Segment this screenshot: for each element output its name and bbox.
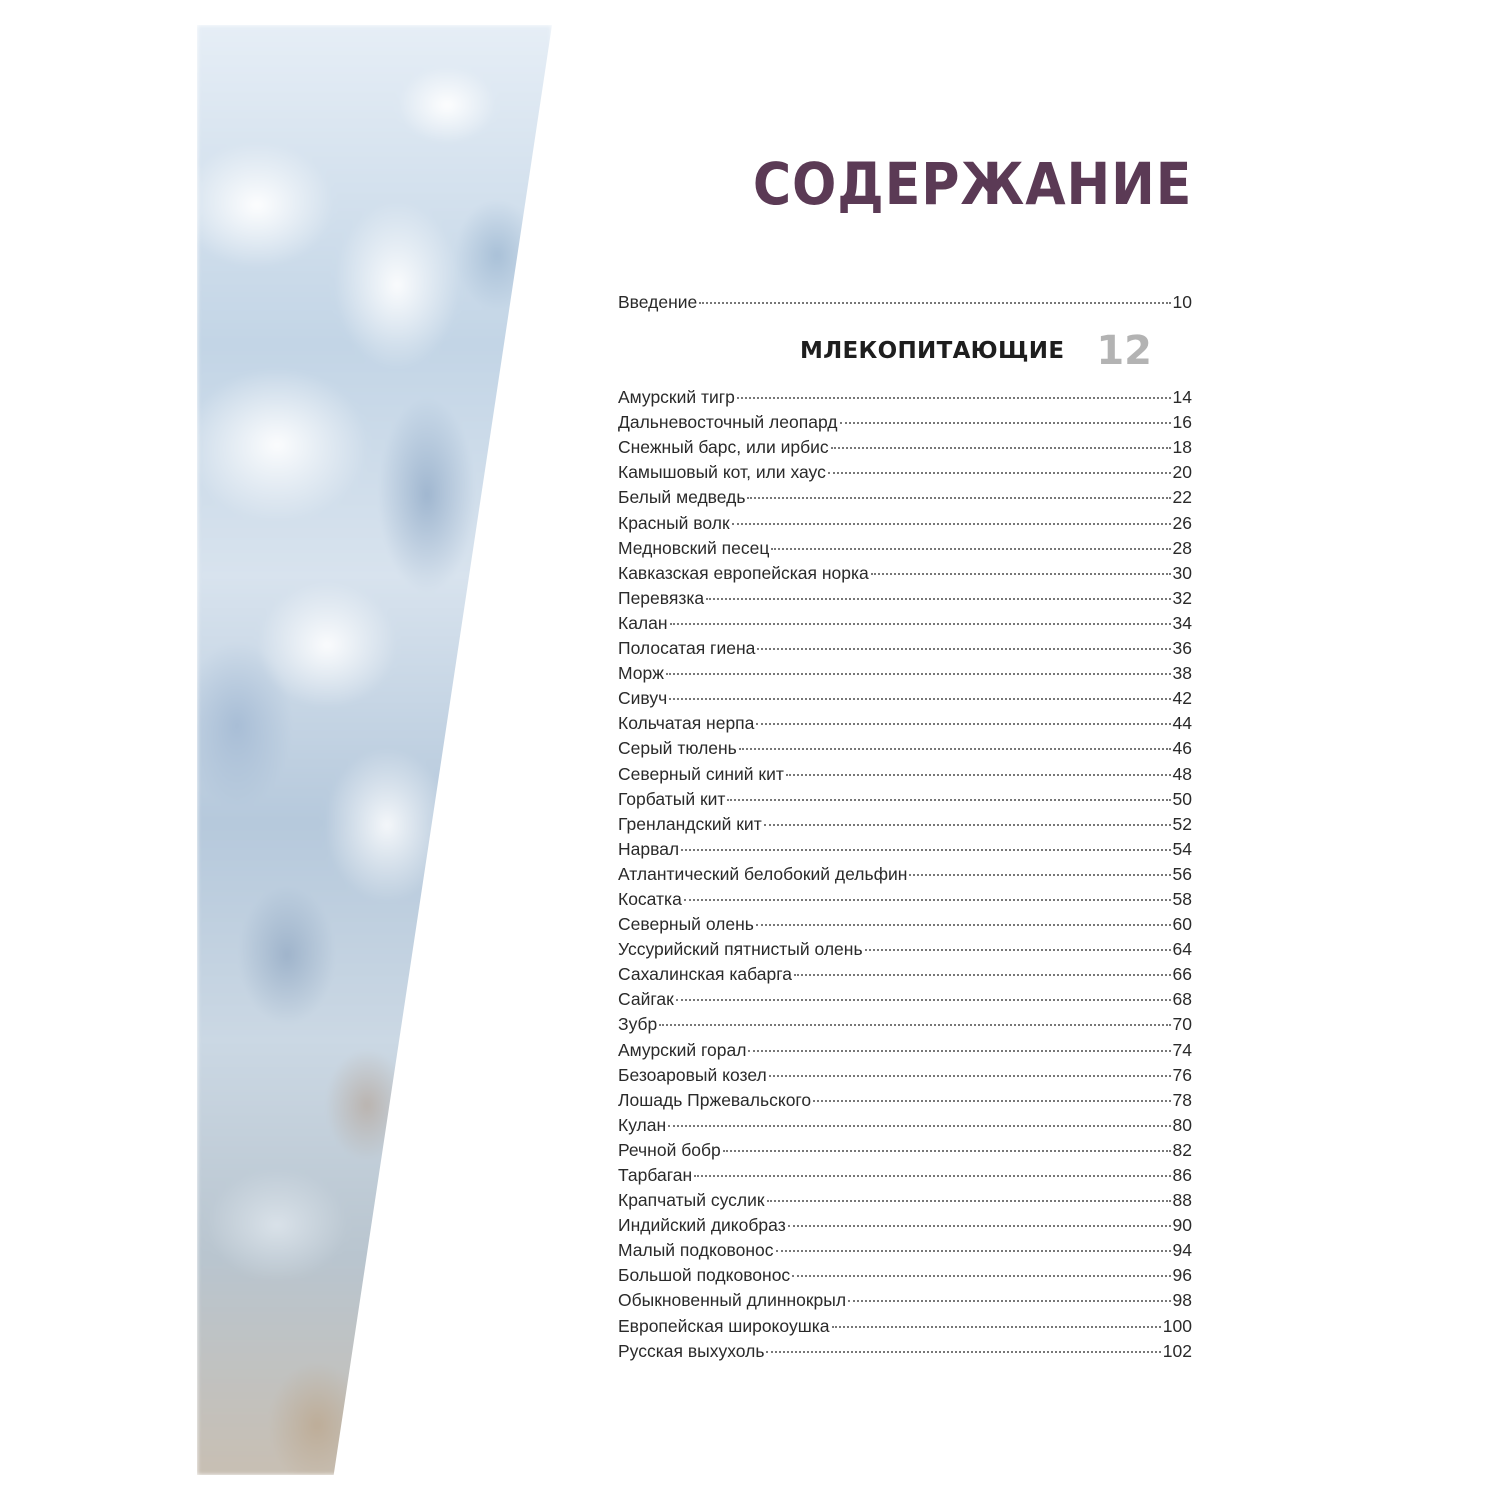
toc-entry-page: 38 — [1172, 663, 1192, 684]
toc-entry-page: 94 — [1172, 1240, 1192, 1261]
toc-entry-page: 26 — [1172, 512, 1192, 533]
toc-entry-label: Крапчатый суслик — [618, 1190, 765, 1211]
dot-leader — [659, 1024, 1170, 1026]
toc-entry-page: 90 — [1172, 1215, 1192, 1236]
dot-leader — [694, 1175, 1170, 1177]
toc-entry-label: Северный олень — [618, 914, 754, 935]
dot-leader — [767, 1200, 1171, 1202]
section-page-number: 12 — [1096, 328, 1152, 375]
toc-entry-page: 48 — [1172, 763, 1192, 784]
toc-entry[interactable] — [618, 1188, 1192, 1213]
toc-entry[interactable] — [618, 987, 1192, 1012]
toc-entry-label: Горбатый кит — [618, 788, 726, 809]
toc-entry-page: 16 — [1172, 412, 1192, 433]
toc-entry[interactable] — [618, 485, 1192, 510]
section-label: МЛЕКОПИТАЮЩИЕ — [799, 338, 1065, 365]
toc-entry[interactable] — [618, 711, 1192, 736]
toc-entry-page: 44 — [1172, 713, 1192, 734]
toc-entry[interactable] — [618, 435, 1192, 460]
dot-leader — [764, 824, 1171, 826]
toc-entry-page: 78 — [1172, 1089, 1192, 1110]
toc-entry[interactable] — [618, 1314, 1192, 1339]
toc-entry-page: 54 — [1172, 838, 1192, 859]
toc-entry-page: 10 — [1172, 292, 1192, 312]
toc-entry-label: Малый подковонос — [618, 1240, 774, 1261]
toc-entry[interactable] — [618, 410, 1192, 435]
toc-entry[interactable] — [618, 1213, 1192, 1238]
toc-entry[interactable] — [618, 611, 1192, 636]
toc-entry-page: 56 — [1172, 863, 1192, 884]
dot-leader — [670, 623, 1171, 625]
toc-entry-label: Снежный барс, или ирбис — [618, 437, 829, 458]
toc-entry-label: Индийский дикобраз — [618, 1215, 786, 1236]
toc-entry[interactable] — [618, 762, 1192, 787]
toc-entry[interactable] — [618, 1263, 1192, 1288]
toc-entry-label: Медновский песец — [618, 537, 770, 558]
toc-entry-page: 86 — [1172, 1165, 1192, 1185]
toc-entry-label: Серый тюлень — [618, 738, 737, 759]
toc-entry-label: Северный синий кит — [618, 763, 784, 784]
toc-entry-label: Обыкновенный длиннокрыл — [618, 1290, 847, 1311]
toc-entry-page: 22 — [1172, 487, 1192, 508]
toc-entry-label: Русская выхухоль — [618, 1340, 765, 1361]
toc-entry-page: 14 — [1172, 387, 1192, 408]
toc-entry-label: Перевязка — [618, 587, 705, 608]
dot-leader — [669, 698, 1170, 700]
dot-leader — [747, 497, 1170, 499]
toc-entry[interactable] — [618, 912, 1192, 937]
toc-entry[interactable] — [618, 1163, 1192, 1188]
toc-entry-page: 98 — [1172, 1290, 1192, 1311]
dot-leader — [676, 999, 1171, 1001]
toc-entry-page: 68 — [1172, 989, 1192, 1010]
toc-entry-label: Морж — [618, 663, 664, 684]
toc-entry[interactable] — [618, 561, 1192, 586]
toc-entry[interactable] — [618, 887, 1192, 912]
dot-leader — [748, 1050, 1170, 1052]
dot-leader — [792, 1275, 1170, 1277]
toc-entry-page: 88 — [1172, 1190, 1192, 1211]
dot-leader — [788, 1225, 1171, 1227]
toc-entry-page: 76 — [1172, 1064, 1192, 1085]
toc-entry-label: Дальневосточный леопард — [618, 412, 838, 433]
toc-entry[interactable] — [618, 862, 1192, 887]
dot-leader — [909, 874, 1170, 876]
dot-leader — [756, 723, 1170, 725]
toc-entry-label: Сайгак — [618, 989, 674, 1010]
toc-entry[interactable] — [618, 1339, 1192, 1364]
toc-entry-label: Красный волк — [618, 512, 730, 533]
toc-entry[interactable] — [618, 586, 1192, 611]
dot-leader — [840, 422, 1171, 424]
toc-entry-page: 82 — [1172, 1139, 1192, 1160]
dot-leader — [766, 1351, 1160, 1353]
section-heading[interactable] — [618, 327, 1152, 375]
toc-entry-page: 20 — [1172, 462, 1192, 483]
toc-entry-label: Уссурийский пятнистый олень — [618, 939, 863, 960]
toc-entry[interactable] — [618, 962, 1192, 987]
dot-leader — [668, 1125, 1170, 1127]
toc-entry-page: 80 — [1172, 1114, 1192, 1135]
toc-entry-page: 100 — [1162, 1315, 1192, 1336]
toc-entry-page: 30 — [1172, 562, 1192, 583]
dot-leader — [769, 1075, 1171, 1077]
toc-entry-page: 102 — [1162, 1340, 1192, 1361]
toc-entry-label: Большой подковонос — [618, 1265, 791, 1286]
toc-entry[interactable] — [618, 937, 1192, 962]
toc-entry-label: Сивуч — [618, 688, 668, 709]
toc-entry-label: Тарбаган — [618, 1165, 693, 1185]
dot-leader — [757, 648, 1170, 650]
toc-entry[interactable] — [618, 787, 1192, 812]
toc-entry-label: Кулан — [618, 1114, 667, 1135]
toc-entry-page: 52 — [1172, 813, 1192, 834]
toc-entry[interactable] — [618, 1288, 1192, 1313]
toc-entry[interactable] — [618, 460, 1192, 485]
toc-entry-page: 34 — [1172, 612, 1192, 633]
toc-entry-page: 36 — [1172, 638, 1192, 659]
dot-leader — [699, 302, 1170, 304]
toc-entry[interactable] — [618, 686, 1192, 711]
toc-entry-page: 28 — [1172, 537, 1192, 558]
dot-leader — [776, 1250, 1171, 1252]
decorative-photo-panel — [197, 25, 552, 1475]
toc-entry[interactable] — [618, 385, 1192, 410]
toc-entry[interactable] — [618, 812, 1192, 837]
dot-leader — [871, 573, 1171, 575]
toc-entry-label: Белый медведь — [618, 487, 746, 508]
dot-leader — [739, 748, 1171, 750]
toc-entry[interactable] — [618, 1088, 1192, 1113]
toc-entry-page: 70 — [1172, 1014, 1192, 1035]
toc-entry[interactable] — [618, 661, 1192, 686]
toc-entry-label: Безоаровый козел — [618, 1064, 767, 1085]
toc-entry-page: 64 — [1172, 939, 1192, 960]
toc-entry[interactable] — [618, 1012, 1192, 1037]
toc-entry-label: Амурский горал — [618, 1039, 747, 1060]
dot-leader — [794, 974, 1171, 976]
toc-entry[interactable] — [618, 511, 1192, 536]
dot-leader — [727, 799, 1170, 801]
dot-leader — [706, 598, 1170, 600]
dot-leader — [737, 397, 1171, 399]
toc-entry-label: Камышовый кот, или хаус — [618, 462, 826, 483]
toc-entry-intro[interactable] — [618, 290, 1192, 315]
toc-entry[interactable] — [618, 1238, 1192, 1263]
dot-leader — [848, 1300, 1170, 1302]
toc-entry-page: 32 — [1172, 587, 1192, 608]
dot-leader — [813, 1100, 1170, 1102]
toc-entry-page: 60 — [1172, 914, 1192, 935]
toc-entry-label: Амурский тигр — [618, 387, 735, 408]
toc-entry-label: Кольчатая нерпа — [618, 713, 755, 734]
dot-leader — [865, 949, 1171, 951]
dot-leader — [732, 523, 1171, 525]
dot-leader — [786, 774, 1171, 776]
dot-leader — [681, 849, 1170, 851]
toc-entry-label: Гренландский кит — [618, 813, 762, 834]
toc-entry[interactable] — [618, 1038, 1192, 1063]
toc-entry[interactable] — [618, 1063, 1192, 1088]
toc-entry-page: 96 — [1172, 1265, 1192, 1286]
toc-entry-page: 50 — [1172, 788, 1192, 809]
dot-leader — [684, 899, 1171, 901]
toc-entry-label: Косатка — [618, 888, 682, 909]
toc-entry[interactable] — [618, 1113, 1192, 1138]
toc-entry[interactable] — [618, 837, 1192, 862]
toc-entry-page: 74 — [1172, 1039, 1192, 1060]
toc-entry-page: 66 — [1172, 964, 1192, 985]
table-of-contents — [618, 290, 1192, 1364]
toc-entry-label: Полосатая гиена — [618, 638, 756, 659]
toc-entry[interactable] — [618, 1138, 1192, 1163]
toc-entry[interactable] — [618, 536, 1192, 561]
toc-entry-page: 46 — [1172, 738, 1192, 759]
toc-entry-label: Введение — [618, 292, 698, 312]
toc-entry-label: Зубр — [618, 1014, 658, 1035]
dot-leader — [771, 548, 1170, 550]
toc-entry-label: Атлантический белобокий дельфин — [618, 863, 908, 884]
page-title: СОДЕРЖАНИЕ — [752, 150, 1192, 218]
toc-entry-page: 42 — [1172, 688, 1192, 709]
toc-entry-label: Сахалинская кабарга — [618, 964, 792, 985]
toc-entry-label: Нарвал — [618, 838, 680, 859]
toc-entry[interactable] — [618, 736, 1192, 761]
dot-leader — [723, 1150, 1171, 1152]
toc-entry-list — [618, 385, 1192, 1364]
toc-entry-page: 58 — [1172, 888, 1192, 909]
toc-entry-label: Лошадь Пржевальского — [618, 1089, 812, 1110]
dot-leader — [666, 673, 1171, 675]
toc-entry-label: Кавказская европейская норка — [618, 562, 869, 583]
dot-leader — [831, 447, 1171, 449]
dot-leader — [828, 472, 1171, 474]
dot-leader — [756, 924, 1171, 926]
dot-leader — [832, 1326, 1161, 1328]
toc-entry[interactable] — [618, 636, 1192, 661]
toc-entry-page: 18 — [1172, 437, 1192, 458]
toc-entry-label: Калан — [618, 612, 668, 633]
toc-entry-label: Речной бобр — [618, 1139, 721, 1160]
toc-entry-label: Европейская широкоушка — [618, 1315, 830, 1336]
